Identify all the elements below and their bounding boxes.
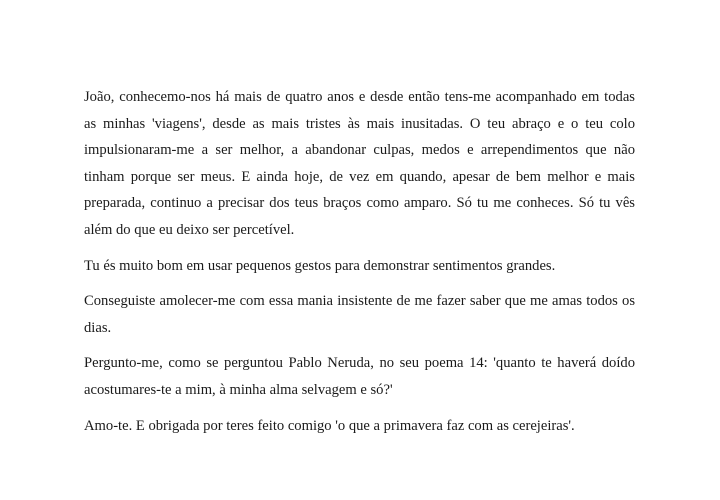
paragraph-5: Amo-te. E obrigada por teres feito comigo 'o que a primavera faz com as cerejeiras'. xyxy=(84,417,575,434)
paragraph-4: Pergunto-me, como se perguntou Pablo Neruda, no seu poema 14: 'quanto te haverá doído acostumares-te a mim, à minha alma selvagem e só?' xyxy=(84,355,635,398)
paragraph-3: Conseguiste amolecer-me com essa mania insistente de me fazer saber que me amas todos os dias. xyxy=(84,293,635,336)
paragraph-2: Tu és muito bom em usar pequenos gestos para demonstrar sentimentos grandes. xyxy=(84,257,556,274)
paragraph-1: João, conhecemo-nos há mais de quatro anos e desde então tens-me acompanhado em todas as minhas 'viagens', desde as mais tristes às mais inusitadas. O teu abraço e o teu colo impulsionaram-me a ser melhor, a abandonar culpas, medos e arrependimentos que não tinham porque ser meus. E ainda hoje, de vez em quando, apesar de bem melhor e mais preparada, continuo a precisar dos teus braços como amparo. Só tu me conheces. Só tu vês além do que eu deixo ser percetível. xyxy=(84,89,635,238)
document-page xyxy=(84,84,635,448)
